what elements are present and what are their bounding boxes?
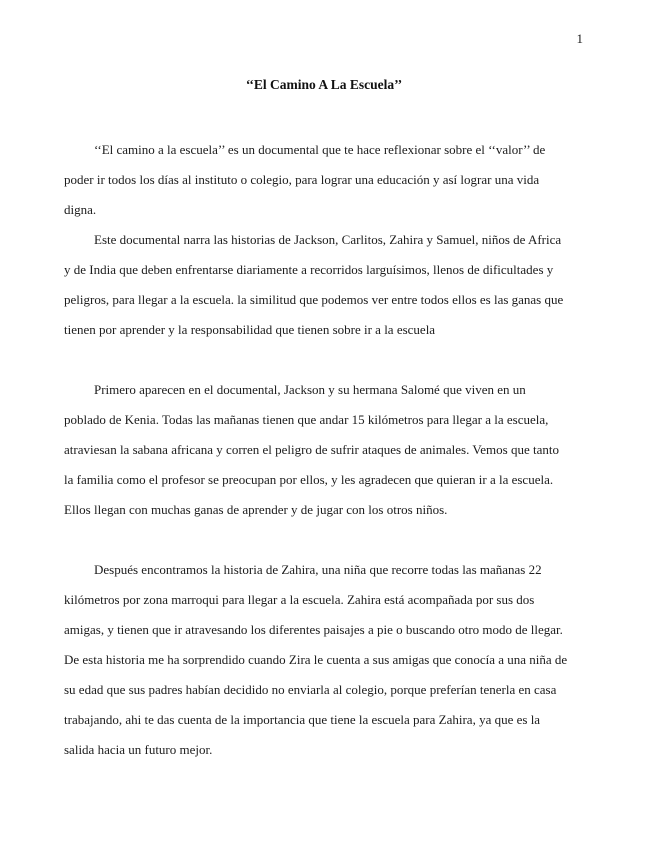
paragraph-line: Ellos llegan con muchas ganas de aprender y de jugar con los otros niños. bbox=[64, 502, 448, 517]
document-body bbox=[64, 135, 588, 765]
paragraph-line: Primero aparecen en el documental, Jackson y su hermana Salomé que viven en un bbox=[94, 382, 526, 397]
paragraph-line: y de India que deben enfrentarse diariamente a recorridos larguísimos, llenos de dificultades y bbox=[64, 262, 554, 277]
paragraph bbox=[64, 375, 588, 525]
paragraph-line: amigas, y tienen que ir atravesando los diferentes paisajes a pie o buscando otro modo de llegar. bbox=[64, 622, 563, 637]
page-number: 1 bbox=[576, 31, 583, 46]
paragraph-line: poder ir todos los días al instituto o colegio, para lograr una educación y así lograr una vida bbox=[64, 172, 540, 187]
paragraph-line: poblado de Kenia. Todas las mañanas tienen que andar 15 kilómetros para llegar a la escuela, bbox=[64, 412, 549, 427]
paragraph-line: kilómetros por zona marroqui para llegar a la escuela. Zahira está acompañada por sus dos bbox=[64, 592, 535, 607]
paragraph-line: peligros, para llegar a la escuela. la similitud que podemos ver entre todos ellos es las ganas que bbox=[64, 292, 564, 307]
paragraph-line: tienen por aprender y la responsabilidad que tienen sobre ir a la escuela bbox=[64, 322, 436, 337]
paragraph-line: ‘‘El camino a la escuela’’ es un documental que te hace reflexionar sobre el ‘‘valor’’ de bbox=[94, 142, 546, 157]
paragraph-line: atraviesan la sabana africana y corren el peligro de sufrir ataques de animales. Vemos que tanto bbox=[64, 442, 559, 457]
paragraph-line: digna. bbox=[64, 202, 97, 217]
paragraph-line: Después encontramos la historia de Zahira, una niña que recorre todas las mañanas 22 bbox=[94, 562, 542, 577]
paragraph-line: Este documental narra las historias de Jackson, Carlitos, Zahira y Samuel, niños de Africa bbox=[94, 232, 562, 247]
document-title: ‘‘El Camino A La Escuela’’ bbox=[245, 77, 403, 92]
paragraph bbox=[64, 225, 588, 345]
paragraph bbox=[64, 555, 588, 765]
paragraph-line: la familia como el profesor se preocupan por ellos, y les agradecen que quieran ir a la escuela. bbox=[64, 472, 554, 487]
paragraph-line: De esta historia me ha sorprendido cuando Zira le cuenta a sus amigas que conocía a una niña de bbox=[64, 652, 568, 667]
paragraph-line: su edad que sus padres habían decidido no enviarla al colegio, porque preferían tenerla en casa bbox=[64, 682, 557, 697]
paragraph-line: trabajando, ahi te das cuenta de la importancia que tiene la escuela para Zahira, ya que es la bbox=[64, 712, 541, 727]
paragraph bbox=[64, 135, 588, 225]
paragraph-line: salida hacia un futuro mejor. bbox=[64, 742, 213, 757]
